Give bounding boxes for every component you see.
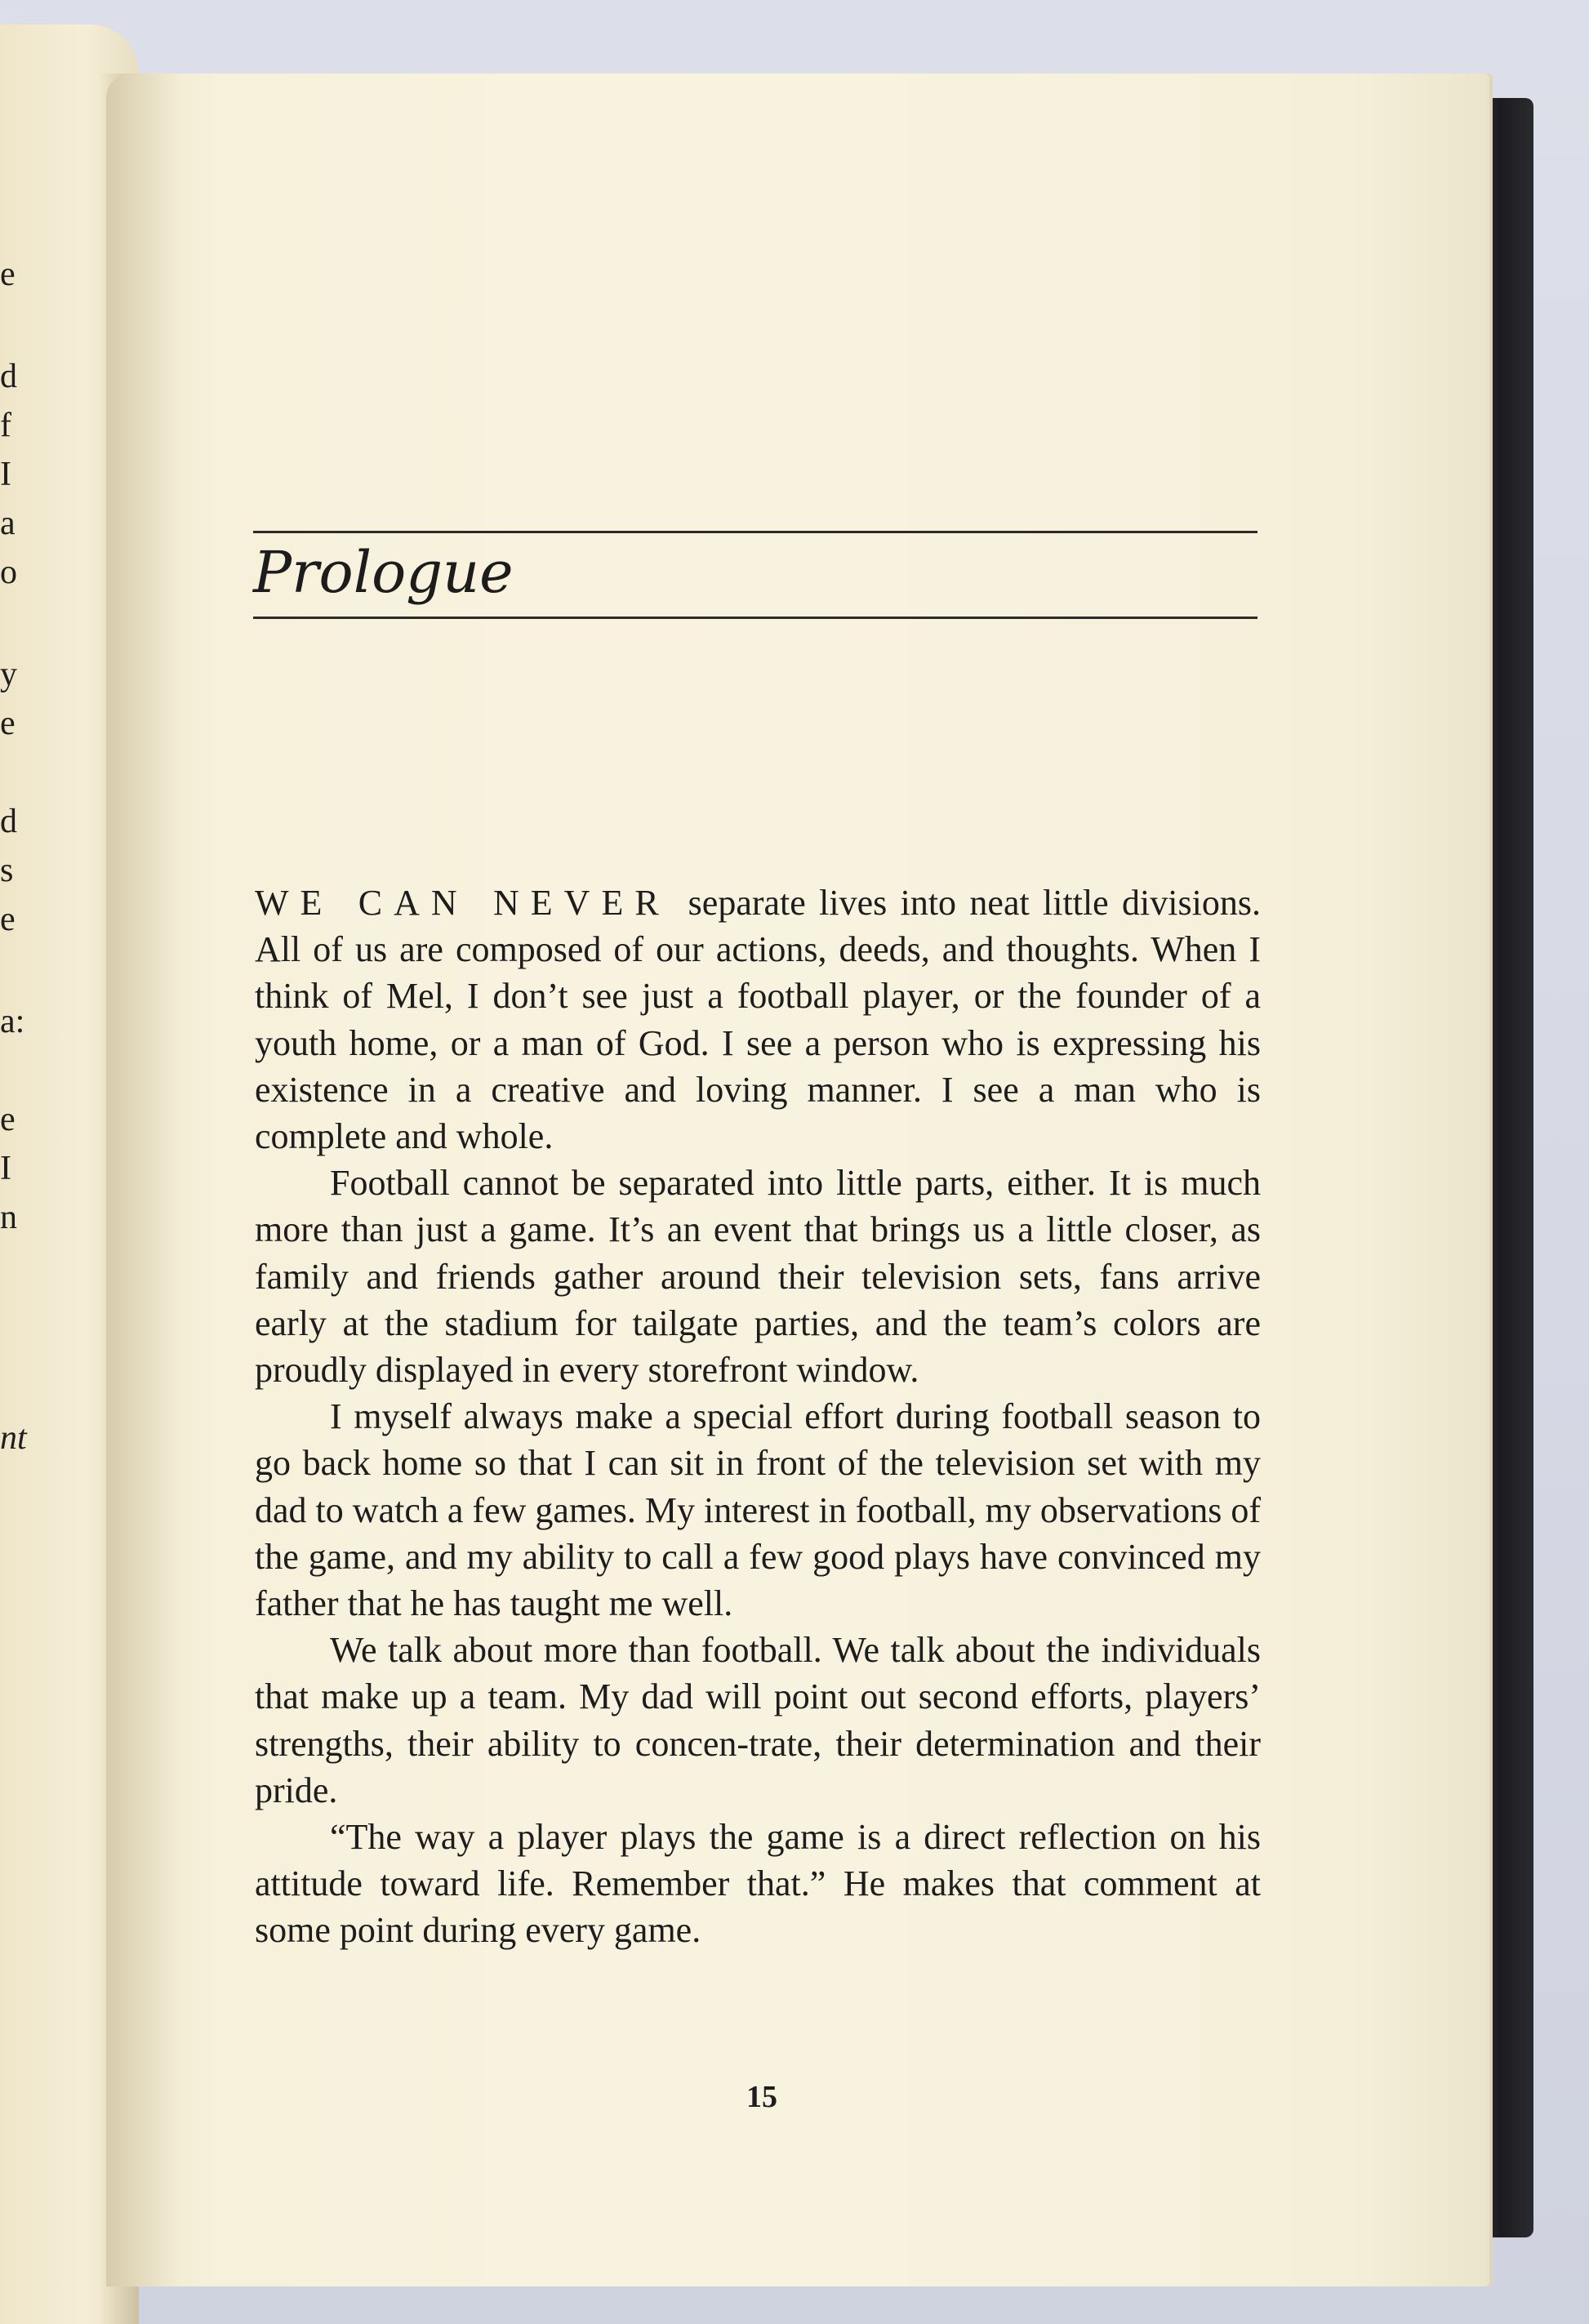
- body-text: [255, 879, 1261, 1954]
- opening-lead: WE CAN NEVER: [255, 883, 670, 923]
- left-page-fragment: e: [0, 705, 16, 742]
- title-rule-top: [253, 531, 1257, 533]
- left-page-fragment: d: [0, 803, 17, 840]
- left-page-fragment: n: [0, 1199, 17, 1236]
- chapter-title: Prologue: [253, 539, 514, 606]
- paragraph: Football cannot be separated into little parts, either. It is much more than just a game. It’s an event that brings us a little closer, as family and friends gather around their television sets, fans arrive early at the stadium for tailgate parties, and the team’s colors are proudly displayed in every storefront window.: [255, 1163, 1261, 1391]
- page-number: 15: [746, 2080, 777, 2114]
- left-page-fragment: e: [0, 256, 16, 293]
- page-curve-shade: [106, 73, 180, 2286]
- paragraph: [255, 879, 1261, 1160]
- left-page-fragment: a: [0, 505, 16, 542]
- paragraph-text: separate lives into neat little divisions. All of us are composed of our actions, deeds, and thoughts. When I think of Mel, I don’t see just a football player, or the founder of a youth home, or a man of God. I see a person who is expressing his existence in a creative and loving manner. I see a man who is complete and whole.: [255, 883, 1261, 1157]
- left-page-fragment: f: [0, 407, 11, 444]
- left-page-fragment: a:: [0, 1003, 25, 1040]
- left-page-fragment: y: [0, 656, 17, 693]
- left-page-fragment: o: [0, 554, 17, 591]
- left-page-fragment: nt: [0, 1419, 27, 1457]
- left-page-fragment: e: [0, 1101, 16, 1138]
- left-page-fragment: s: [0, 852, 14, 889]
- left-page-fragment: e: [0, 901, 16, 938]
- title-rule-bottom: [253, 617, 1257, 619]
- left-page-fragment: d: [0, 358, 17, 395]
- paragraph: “The way a player plays the game is a direct reflection on his attitude toward life. Remember that.” He makes that comment at some point during every game.: [255, 1817, 1261, 1951]
- paragraph: We talk about more than football. We talk about the individuals that make up a team. My dad will point out second efforts, players’ strengths, their ability to concen-trate, their determination and their pride.: [255, 1630, 1261, 1810]
- left-page-fragment: I: [0, 1150, 11, 1187]
- paragraph: I myself always make a special effort during football season to go back home so that I can sit in front of the television set with my dad to watch a few games. My interest in football, my observations of the game, and my ability to call a few good plays have convinced my father that he has taught me well.: [255, 1396, 1261, 1624]
- left-page-fragment: I: [0, 456, 11, 493]
